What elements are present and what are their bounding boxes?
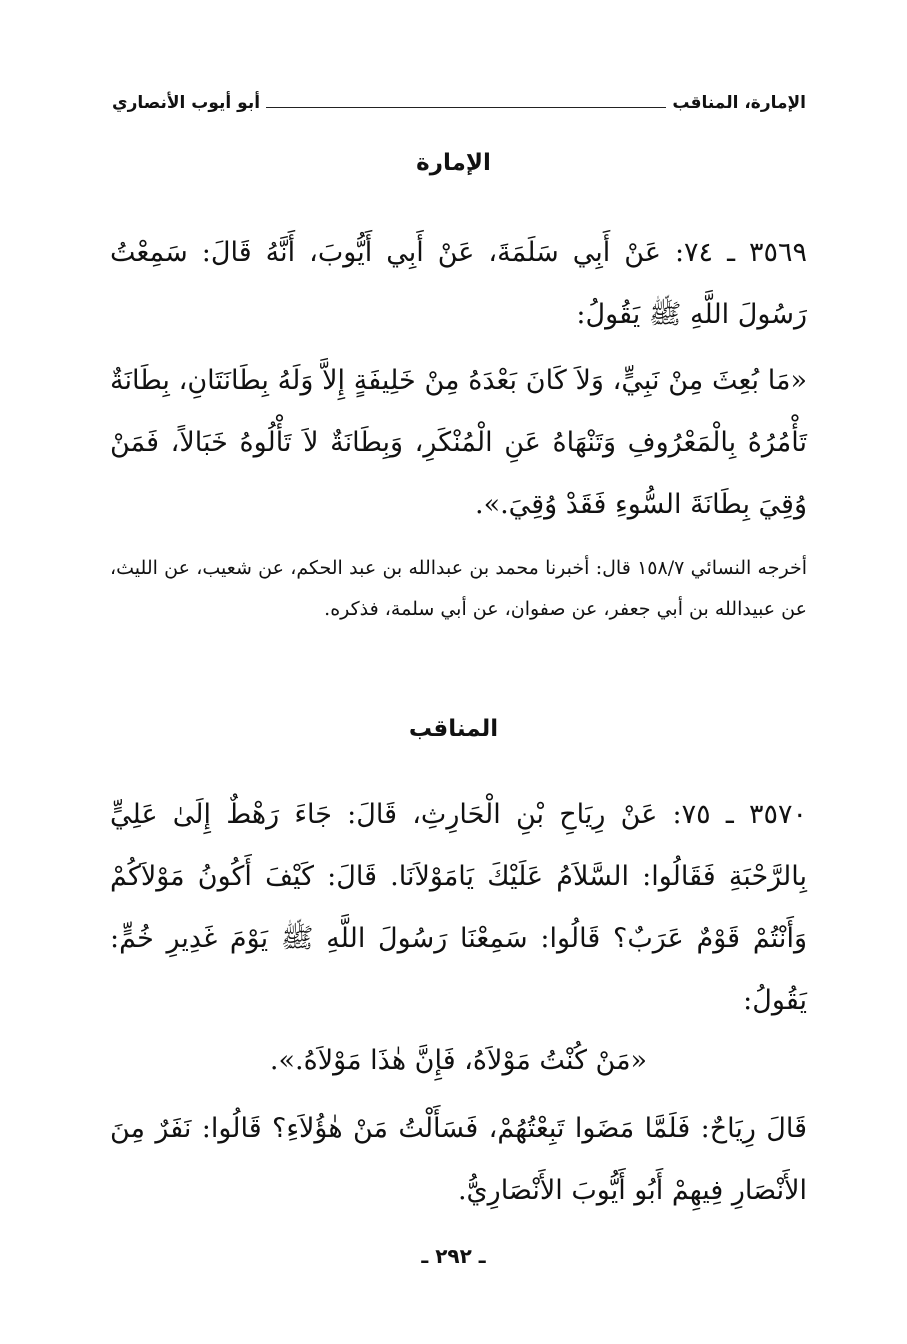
hadith-3569-text: «مَا بُعِثَ مِنْ نَبِيٍّ، وَلاَ كَانَ بَعْدَهُ مِنْ خَلِيفَةٍ إِلاَّ وَلَهُ بِطَانَتَانِ، بِطَانَةٌ تَأْمُرُهُ بِالْمَعْرُوفِ وَتَنْهَاهُ عَنِ الْمُنْكَرِ، وَبِطَانَةٌ لاَ تَأْلُوهُ خَبَالاً، فَمَنْ وُقِيَ بِطَانَةَ السُّوءِ فَقَدْ وُقِيَ.». <box>110 365 807 520</box>
header-section-names: الإمارة، المناقب <box>672 93 806 113</box>
hadith-3569-intro: ٣٥٦٩ ـ ٧٤: عَنْ أَبِي سَلَمَةَ، عَنْ أَبِي أَيُّوبَ، أَنَّهُ قَالَ: سَمِعْتُ رَسُولَ اللَّهِ ﷺ يَقُولُ: <box>110 237 807 330</box>
hadith-3569-takhrij: أخرجه النسائي ١٥٨/٧ قال: أخبرنا محمد بن عبدالله بن عبد الحكم، عن شعيب، عن الليث، عن عبيدالله بن أبي جعفر، عن صفوان، عن أبي سلمة، فذكره. <box>110 557 807 620</box>
running-header <box>112 88 806 118</box>
hadith-3570-intro: ٣٥٧٠ ـ ٧٥: عَنْ رِيَاحِ بْنِ الْحَارِثِ، قَالَ: جَاءَ رَهْطٌ إِلَىٰ عَلِيٍّ بِالرَّحْبَةِ فَقَالُوا: السَّلاَمُ عَلَيْكَ يَامَوْلاَنَا. قَالَ: كَيْفَ أَكُونُ مَوْلاَكُمْ وَأَنْتُمْ قَوْمٌ عَرَبٌ؟ قَالُوا: سَمِعْنَا رَسُولَ اللَّهِ ﷺ يَوْمَ غَدِيرِ خُمٍّ: يَقُولُ: <box>110 799 807 1016</box>
hadith-3570-text: «مَنْ كُنْتُ مَوْلاَهُ، فَإِنَّ هٰذَا مَوْلاَهُ.». <box>269 1045 648 1076</box>
header-rule <box>266 107 666 108</box>
header-chapter-name: أبو أيوب الأنصاري <box>112 93 261 113</box>
section-title-imara: الإمارة <box>416 150 491 176</box>
section-title-manaqib: المناقب <box>408 716 499 742</box>
page-number: ـ ٢٩٢ ـ <box>421 1244 486 1268</box>
hadith-3570-closing: قَالَ رِيَاحٌ: فَلَمَّا مَضَوا تَبِعْتُهُمْ، فَسَأَلْتُ مَنْ هٰؤُلاَءِ؟ قَالُوا: نَفَرٌ مِنَ الأَنْصَارِ فِيهِمْ أَبُو أَيُّوبَ الأَنْصَارِيُّ. <box>110 1113 807 1206</box>
